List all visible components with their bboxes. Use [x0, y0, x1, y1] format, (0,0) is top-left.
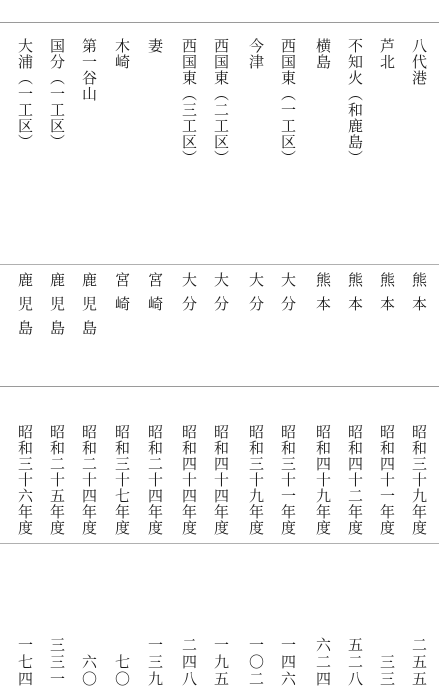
start-year: 昭和三十七年度	[113, 424, 131, 536]
prefecture: 宮崎	[113, 272, 131, 320]
prefecture: 鹿児島	[48, 272, 66, 344]
prefecture: 大分	[180, 272, 198, 320]
table-row	[177, 0, 201, 694]
area-value: 三三	[378, 654, 396, 688]
prefecture: 大分	[212, 272, 230, 320]
area-value: 二四八	[180, 637, 198, 688]
start-year: 昭和四十九年度	[314, 424, 332, 536]
site-name: 横島	[314, 38, 332, 70]
site-name: 芦北	[378, 38, 396, 70]
table-row	[276, 0, 300, 694]
prefecture: 宮崎	[146, 272, 164, 320]
site-name: 西国東（二工区）	[212, 38, 230, 166]
start-year: 昭和二十四年度	[80, 424, 98, 536]
area-value: 一〇二	[247, 637, 265, 688]
prefecture: 鹿児島	[16, 272, 34, 344]
site-name: 西国東（三工区）	[180, 38, 198, 166]
table-row	[343, 0, 367, 694]
site-name: 木崎	[113, 38, 131, 70]
start-year: 昭和三十九年度	[247, 424, 265, 536]
area-value: 三三一	[48, 637, 66, 688]
table-row	[110, 0, 134, 694]
prefecture: 熊本	[378, 272, 396, 320]
site-name: 今津	[247, 38, 265, 70]
site-name: 不知火（和鹿島）	[346, 38, 364, 166]
area-value: 二五五	[410, 637, 428, 688]
table-row	[407, 0, 431, 694]
start-year: 昭和四十四年度	[212, 424, 230, 536]
site-name: 大浦（一工区）	[16, 38, 34, 150]
area-value: 六〇	[80, 654, 98, 688]
site-name: 妻	[146, 38, 164, 54]
area-value: 五二八	[346, 637, 364, 688]
start-year: 昭和三十一年度	[279, 424, 297, 536]
start-year: 昭和四十一年度	[378, 424, 396, 536]
area-value: 一九五	[212, 637, 230, 688]
prefecture: 大分	[247, 272, 265, 320]
prefecture: 熊本	[314, 272, 332, 320]
prefecture: 鹿児島	[80, 272, 98, 344]
start-year: 昭和二十五年度	[48, 424, 66, 536]
prefecture: 熊本	[410, 272, 428, 320]
start-year: 昭和二十四年度	[146, 424, 164, 536]
site-name: 第一谷山	[80, 38, 98, 102]
table-row	[209, 0, 233, 694]
area-value: 七〇	[113, 654, 131, 688]
site-name: 西国東（一工区）	[279, 38, 297, 166]
area-value: 一七四	[16, 637, 34, 688]
area-value: 一四六	[279, 637, 297, 688]
table-row	[375, 0, 399, 694]
start-year: 昭和四十二年度	[346, 424, 364, 536]
area-value: 一三九	[146, 637, 164, 688]
table-row	[244, 0, 268, 694]
start-year: 昭和三十九年度	[410, 424, 428, 536]
prefecture: 大分	[279, 272, 297, 320]
table-row	[45, 0, 69, 694]
site-name: 八代港	[410, 38, 428, 86]
start-year: 昭和四十四年度	[180, 424, 198, 536]
start-year: 昭和三十六年度	[16, 424, 34, 536]
site-name: 国分（一工区）	[48, 38, 66, 150]
table-row	[77, 0, 101, 694]
prefecture: 熊本	[346, 272, 364, 320]
table-row	[13, 0, 37, 694]
table-row	[311, 0, 335, 694]
table-row	[143, 0, 167, 694]
area-value: 六二四	[314, 637, 332, 688]
